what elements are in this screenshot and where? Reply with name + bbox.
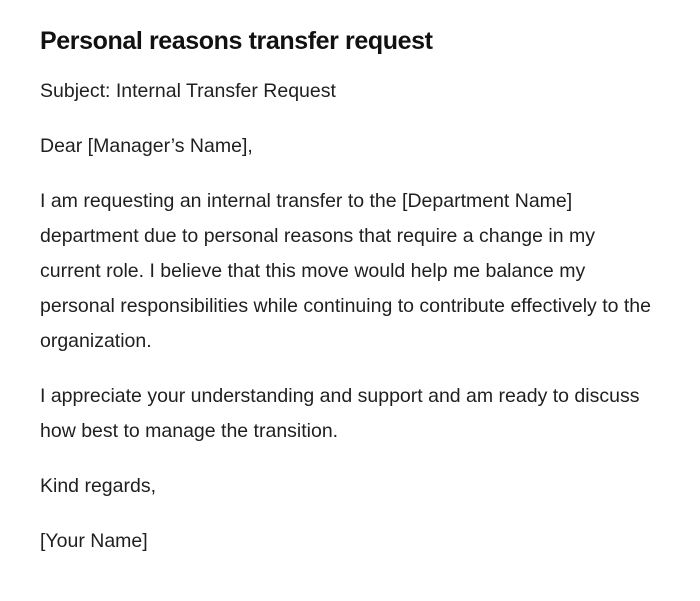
page-title: Personal reasons transfer request [40, 27, 433, 55]
letter-document [40, 24, 660, 579]
closing: Kind regards, [40, 475, 156, 497]
salutation: Dear [Manager’s Name], [40, 135, 253, 157]
signature: [Your Name] [40, 530, 148, 552]
body-paragraph-1: I am requesting an internal transfer to the [Department Name] department due to personal reasons that require a change in my current role. I believe that this move would help me balance my personal responsibilities while continuing to contribute effectively to the organization. [40, 190, 651, 352]
subject-line: Subject: Internal Transfer Request [40, 80, 336, 102]
body-paragraph-2: I appreciate your understanding and support and am ready to discuss how best to manage the transition. [40, 385, 640, 442]
